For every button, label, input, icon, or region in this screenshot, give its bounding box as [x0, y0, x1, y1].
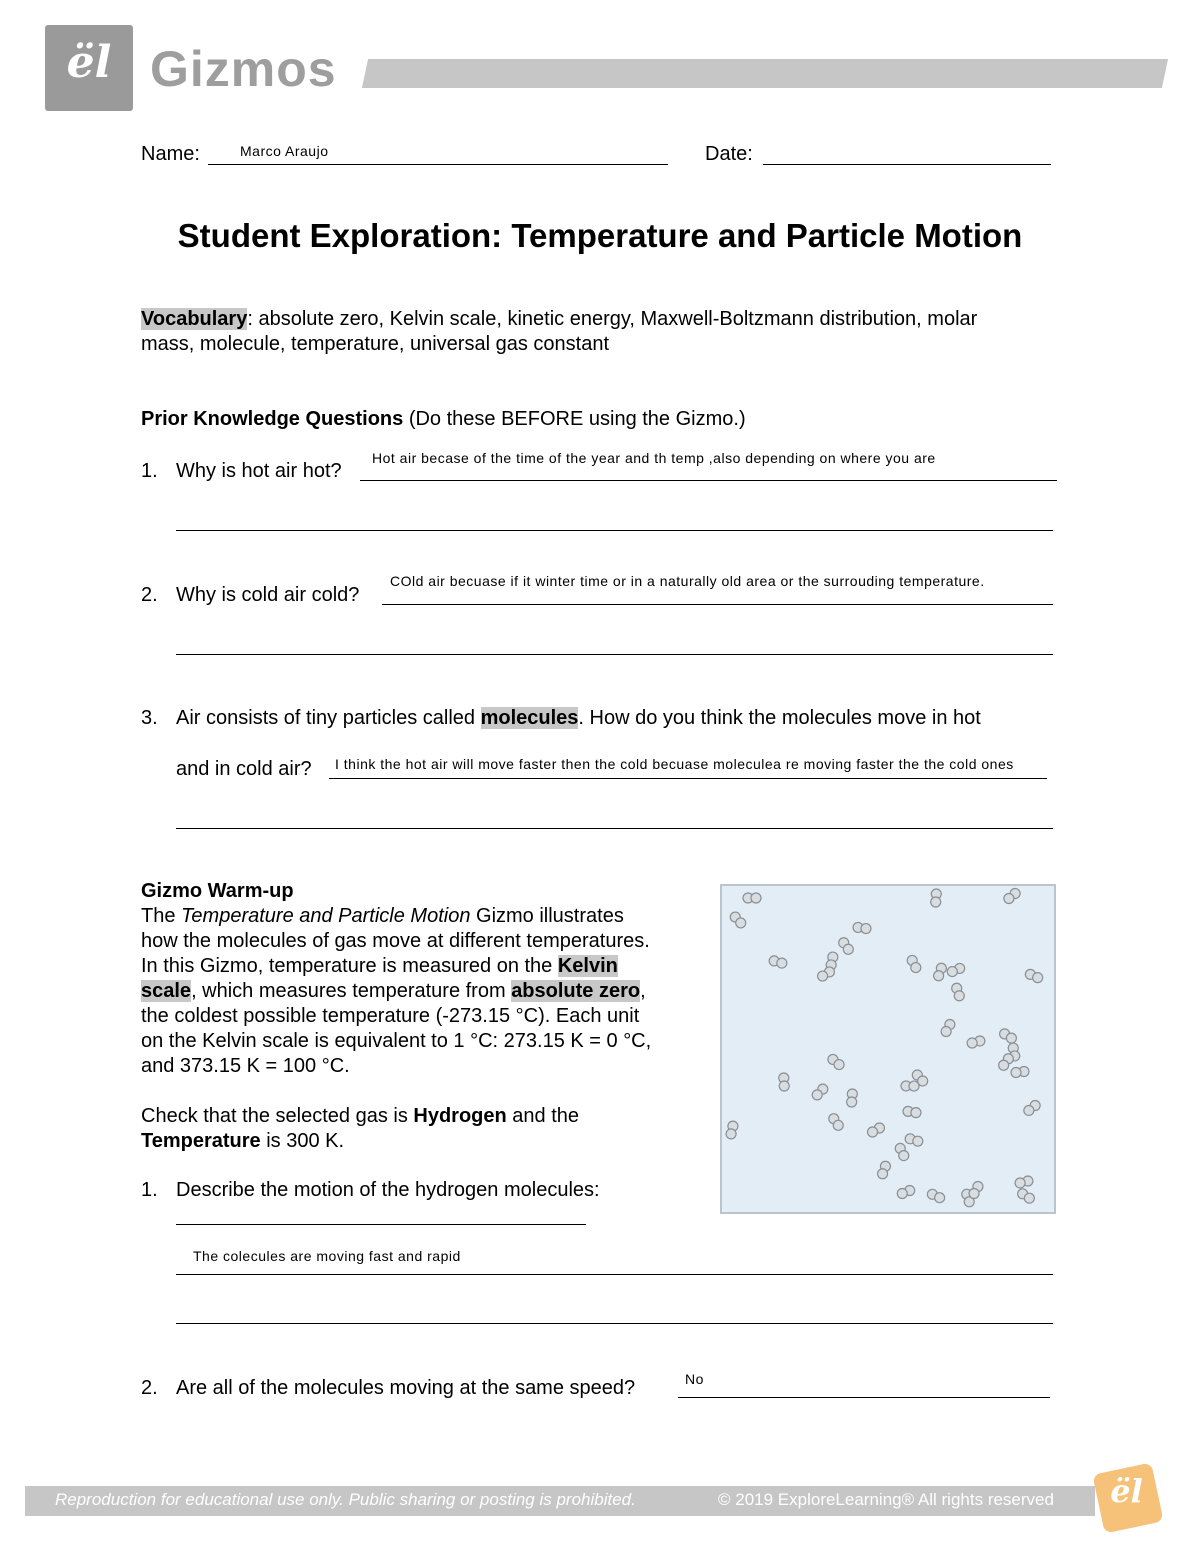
gizmo-name: Temperature and Particle Motion [181, 905, 471, 927]
hydrogen-molecule [828, 1054, 844, 1069]
hydrogen-molecule [947, 963, 964, 976]
page-title: Student Exploration: Temperature and Particle Motion [177, 217, 1023, 254]
warmup-p2-l1a: Check that the selected gas is [141, 1105, 414, 1127]
warmup-q1-number: 1. [141, 1179, 158, 1201]
warmup-p1-l4d: , [640, 980, 646, 1002]
warmup-p1-l1: Gizmo illustrates [470, 905, 624, 927]
q3-text-b: . How do you think the molecules move in hot [578, 707, 981, 729]
warmup-heading: Gizmo Warm-up [141, 880, 294, 902]
hydrogen-molecule [818, 967, 835, 981]
term-scale: scale [141, 980, 192, 1002]
hydrogen-molecule [901, 1081, 919, 1091]
warmup-q2-number: 2. [141, 1377, 158, 1399]
hydrogen-molecule [1018, 1189, 1035, 1203]
term-kelvin: Kelvin [557, 955, 618, 977]
footer-disclaimer: Reproduction for educational use only. Public sharing or posting is prohibited. [55, 1490, 636, 1509]
hydrogen-molecule [905, 1134, 923, 1146]
q1-answer-line-2[interactable] [176, 510, 1053, 531]
hydrogen-molecule [1004, 888, 1020, 903]
warmup-q2-text: Are all of the molecules moving at the same speed? [176, 1377, 636, 1399]
warmup-q1-answer-line[interactable] [176, 1248, 1053, 1275]
q3-answer-line[interactable] [329, 758, 1047, 779]
hydrogen-molecule [931, 889, 942, 907]
q2-number: 2. [141, 584, 158, 606]
term-absolute-zero: absolute zero [511, 980, 641, 1002]
hydrogen-molecule [895, 1143, 909, 1160]
hydrogen-molecule [839, 938, 854, 955]
hydrogen-molecule [1024, 1101, 1040, 1116]
date-field[interactable] [763, 143, 1051, 165]
term-hydrogen: Hydrogen [413, 1105, 507, 1127]
date-label: Date: [705, 143, 753, 165]
warmup-q1-answer: The colecules are moving fast and rapid [193, 1248, 461, 1264]
hydrogen-molecule [999, 1054, 1014, 1070]
hydrogen-molecule [847, 1089, 858, 1107]
name-label: Name: [141, 143, 200, 165]
vocabulary [141, 307, 1071, 357]
q2-answer-line[interactable] [382, 573, 1053, 605]
hydrogen-molecule [903, 1106, 921, 1117]
vocabulary-line2: mass, molecule, temperature, universal gas constant [141, 333, 609, 355]
warmup-p1-l7: and 373.15 K = 100 °C. [141, 1055, 350, 1077]
warmup-p1-l5: the coldest possible temperature (-273.15 °C). Each unit [141, 1005, 640, 1027]
hydrogen-molecule [726, 1121, 738, 1139]
hydrogen-molecule [829, 1114, 843, 1131]
warmup-section [141, 879, 711, 1154]
hydrogen-molecule [897, 1186, 914, 1199]
vocabulary-label: Vocabulary [141, 308, 248, 330]
hydrogen-molecule [1011, 1067, 1029, 1078]
hydrogen-molecule [812, 1084, 828, 1100]
gizmo-simulation-image [720, 884, 1056, 1214]
header-bar [362, 59, 1168, 88]
corner-logo [1092, 1462, 1163, 1533]
hydrogen-molecule [941, 1019, 955, 1036]
hydrogen-molecule [934, 963, 947, 981]
warmup-q1-answer-line-2[interactable] [176, 1303, 1053, 1324]
hydrogen-molecule [1015, 1176, 1033, 1188]
q2-answer: COld air becuase if it winter time or in a naturally old area or the surrouding temperature. [390, 573, 985, 589]
hydrogen-molecule [730, 912, 745, 928]
explorelearning-logo [45, 25, 133, 111]
q1-answer-line[interactable] [360, 450, 1057, 481]
warmup-p1-l2: how the molecules of gas move at different temperatures. [141, 930, 650, 952]
hydrogen-molecule [1000, 1029, 1017, 1043]
q3-answer: I think the hot air will move faster then the cold becuase moleculea re moving faster the the cold ones [335, 756, 1014, 772]
q2-answer-line-2[interactable] [176, 634, 1053, 655]
warmup-p1-l6: on the Kelvin scale is equivalent to 1 °C: 273.15 K = 0 °C, [141, 1030, 652, 1052]
hydrogen-molecule [907, 955, 921, 972]
corner-logo-glyph: ël [1110, 1472, 1143, 1511]
q2-text: Why is cold air cold? [176, 584, 360, 606]
name-value: Marco Araujo [240, 143, 329, 159]
prior-knowledge-heading [141, 407, 746, 432]
q3-answer-line-2[interactable] [176, 808, 1053, 829]
hydrogen-molecule [967, 1036, 985, 1048]
hydrogen-molecule [769, 956, 787, 968]
warmup-p1-pre: The [141, 905, 182, 927]
hydrogen-molecule [878, 1161, 891, 1178]
q1-text: Why is hot air hot? [176, 460, 342, 482]
q1-number: 1. [141, 460, 158, 482]
hydrogen-molecule [868, 1123, 885, 1137]
q3-text-a: Air consists of tiny particles called [176, 707, 481, 729]
warmup-p1-l4b: , which measures temperature from [191, 980, 512, 1002]
logo-glyph: ël [66, 37, 112, 88]
gizmos-brand: Gizmos [150, 41, 337, 97]
warmup-q1-short-line[interactable] [176, 1204, 586, 1225]
warmup-q2-answer-line[interactable] [678, 1371, 1050, 1398]
footer-copyright: © 2019 ExploreLearning® All rights reserved [718, 1490, 1054, 1509]
q1-answer: Hot air becase of the time of the year and th temp ,also depending on where you are [372, 450, 936, 466]
warmup-q2-answer: No [685, 1371, 704, 1387]
hydrogen-molecule [743, 893, 761, 903]
q3-text [176, 707, 981, 730]
warmup-p2-l2b: is 300 K. [260, 1130, 345, 1152]
prior-knowledge-title: Prior Knowledge Questions [141, 408, 404, 430]
hydrogen-molecule [969, 1182, 983, 1199]
hydrogen-molecule [779, 1073, 789, 1091]
hydrogen-molecule [853, 922, 871, 933]
hydrogen-molecule [927, 1189, 944, 1202]
name-field[interactable] [208, 143, 668, 165]
warmup-p2-l1c: and the [506, 1105, 580, 1127]
molecules-canvas [722, 886, 1054, 1212]
q3-term-molecules: molecules [480, 707, 579, 729]
q3-number: 3. [141, 707, 158, 729]
vocabulary-line1: : absolute zero, Kelvin scale, kinetic energy, Maxwell-Boltzmann distribution, molar [247, 308, 978, 330]
hydrogen-molecule [952, 983, 965, 1001]
prior-knowledge-note: (Do these BEFORE using the Gizmo.) [403, 408, 746, 430]
hydrogen-molecule [1025, 969, 1042, 982]
warmup-p1-l3a: In this Gizmo, temperature is measured on the [141, 955, 558, 977]
term-temperature: Temperature [141, 1130, 261, 1152]
warmup-q1-text: Describe the motion of the hydrogen molecules: [176, 1179, 600, 1201]
q3-text-c: and in cold air? [176, 758, 312, 780]
